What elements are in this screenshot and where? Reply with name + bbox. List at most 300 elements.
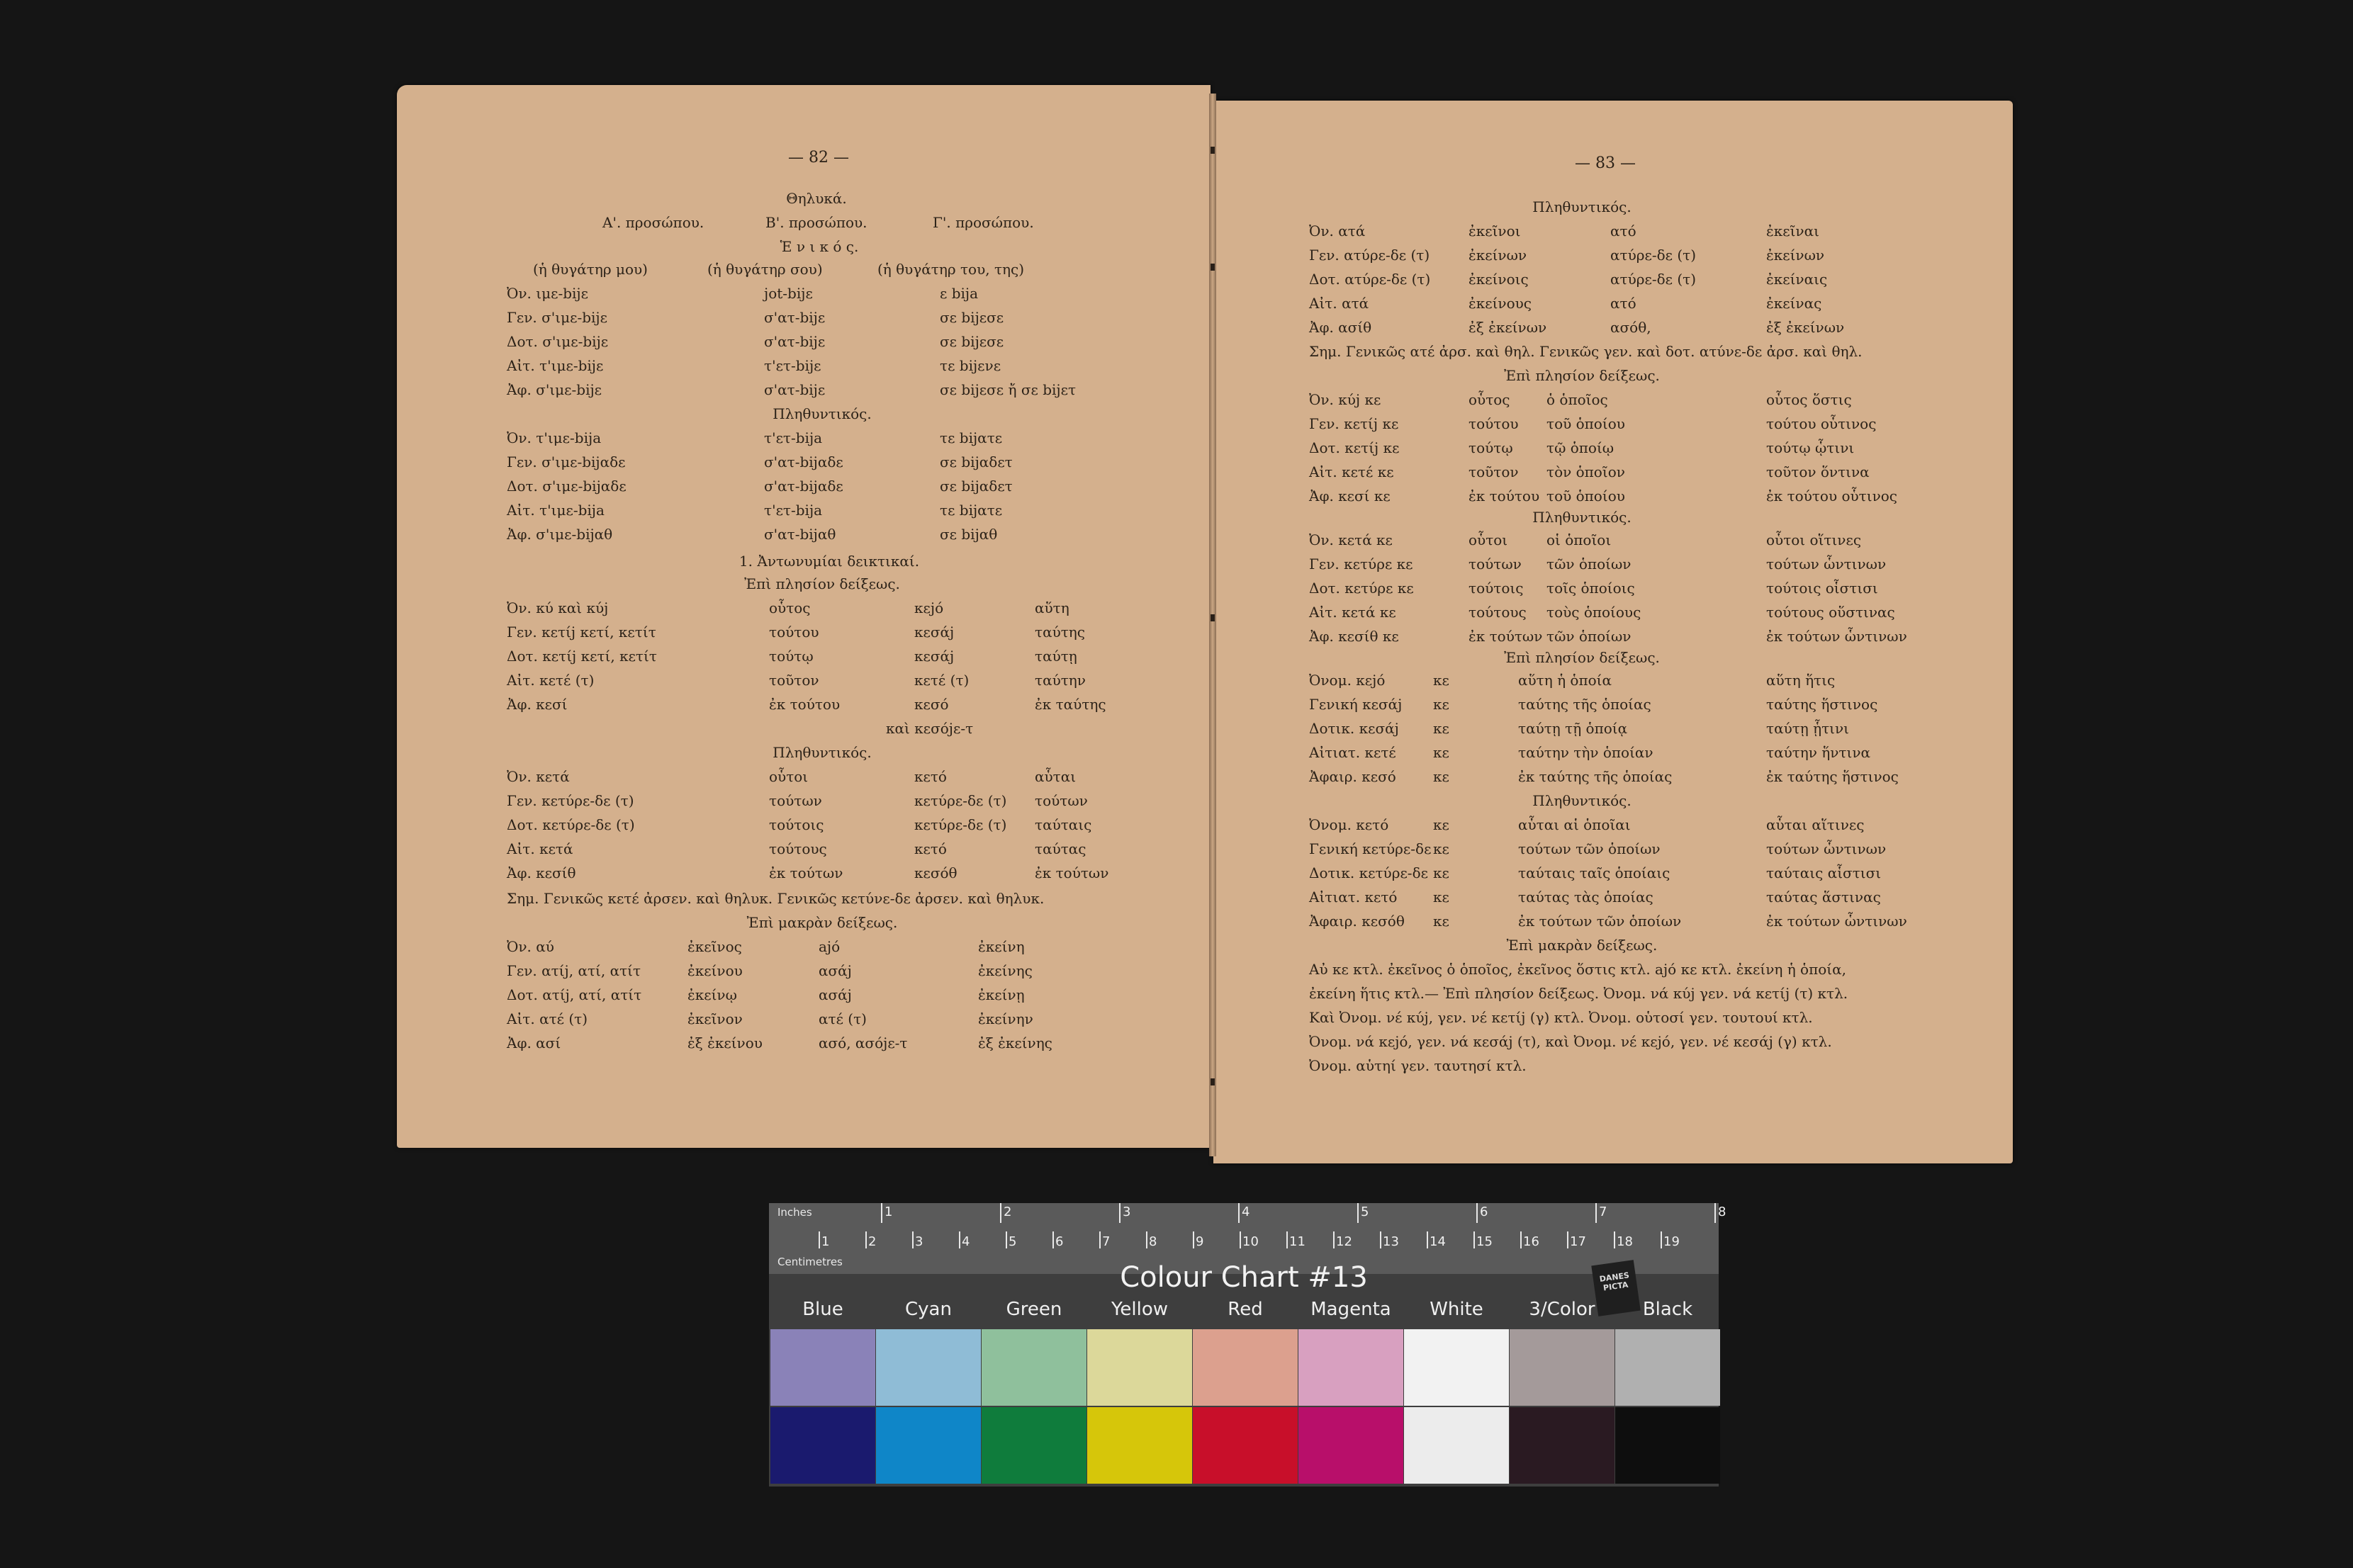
cm-number: 7 [1102, 1234, 1111, 1249]
text-line: ἐκείνη [978, 938, 1025, 955]
patch-label: 3/Color [1529, 1299, 1595, 1320]
text-line: κε [1433, 913, 1449, 930]
text-line: ασό, ασόjε-τ [819, 1034, 908, 1051]
cm-tick [819, 1231, 820, 1248]
text-line: τούτων ὧντινων [1766, 840, 1887, 857]
text-line: τούτων [1468, 555, 1522, 573]
inch-tick [1357, 1203, 1359, 1223]
cm-number: 2 [868, 1234, 877, 1249]
text-line: ταύτης ἥστινος [1766, 696, 1878, 713]
text-line: τῷ ὁποίῳ [1546, 439, 1614, 456]
text-line: Ὀν. κετά κε [1309, 531, 1393, 548]
text-line: ἐξ ἐκείνων [1468, 319, 1547, 336]
text-line: Γενική κετύρε-δε [1309, 840, 1432, 857]
text-line: ταύτην [1035, 672, 1086, 689]
text-line: ἐκεῖναι [1766, 222, 1819, 239]
colour-patch-light [1615, 1329, 1720, 1406]
text-line: ἐκείνους [1468, 295, 1532, 312]
text-line: τούτων [1035, 792, 1088, 809]
colour-patch-dark [770, 1407, 875, 1484]
text-line: σ'ατ-bijαθ [764, 526, 836, 543]
chart-title: Colour Chart #13 [1120, 1261, 1368, 1294]
text-line: Αἰτ. κετέ κε [1309, 463, 1394, 480]
text-line: σ'ατ-bijαδε [764, 478, 843, 495]
text-line: ατύρε-δε (τ) [1610, 271, 1697, 288]
cm-tick [1193, 1231, 1194, 1248]
text-line: Ἀφ. σ'ιμε-bijαθ [507, 526, 613, 543]
text-line: (ἡ θυγάτηρ του, της) [877, 261, 1024, 278]
text-line: ἐκείναις [1766, 271, 1828, 288]
inch-tick [1595, 1203, 1597, 1223]
text-line: Ὀν. ατά [1309, 222, 1366, 239]
text-line: ἐκ τούτων ὧντινων [1766, 628, 1907, 645]
text-line: ταύτης τῆς ὁποίας [1518, 696, 1651, 713]
text-line: ἐκ τούτων ὧντινων [1766, 913, 1907, 930]
patch-label: White [1430, 1299, 1483, 1320]
colour-patch-dark [1510, 1407, 1614, 1484]
text-line: Ἀφ. κεσίθ [507, 864, 576, 881]
text-line: τε bijενε [940, 357, 1001, 374]
inches-label: Inches [777, 1206, 812, 1219]
binding-stitch [1211, 264, 1215, 271]
text-line: ἐξ ἐκείνου [687, 1034, 763, 1051]
inch-number: 4 [1242, 1205, 1250, 1219]
cm-tick [1240, 1231, 1241, 1248]
cm-tick [1473, 1231, 1475, 1248]
text-line: Ἐπὶ μακρὰν δείξεως. [1506, 937, 1658, 954]
cm-number: 4 [962, 1234, 970, 1249]
cm-tick [912, 1231, 914, 1248]
text-line: Ἀφ. σ'ιμε-bijε [507, 381, 602, 398]
text-line: Πληθυντικός. [1532, 198, 1632, 215]
text-line: κεσάj [914, 624, 955, 641]
text-line: Σημ. Γενικῶς κετέ ἀρσεν. καὶ θηλυκ. Γενικῶς κετύνε-δε ἀρσεν. καὶ θηλυκ. [507, 890, 1045, 907]
text-line: Αἰτ. κετά κε [1309, 604, 1396, 621]
colour-patch-dark [1087, 1407, 1192, 1484]
text-line: ἐκείνῳ [687, 986, 737, 1003]
text-line: τε bijατε [940, 502, 1003, 519]
text-line: ασάj [819, 986, 852, 1003]
text-line: Καὶ Ὀνομ. νέ κύj, γεν. νέ κετίj (γ) κτλ. Ὀνομ. οὑτοσί γεν. τουτουί κτλ. [1309, 1009, 1813, 1026]
text-line: τούτους [769, 840, 827, 857]
text-line: οὗτοι [1468, 531, 1508, 548]
text-line: ταύτην τὴν ὁποίαν [1518, 744, 1653, 761]
text-line: τούτῳ ᾧτινι [1766, 439, 1855, 456]
text-line: Αἰτ. τ'ιμε-bija [507, 502, 605, 519]
colour-patch-dark [876, 1407, 981, 1484]
text-line: τούτων [769, 792, 822, 809]
text-line: Πληθυντικός. [1532, 509, 1632, 526]
text-line: ἐκείνων [1766, 247, 1825, 264]
text-line: ἐκ τούτου οὗτινος [1766, 487, 1897, 504]
cm-number: 15 [1476, 1234, 1493, 1249]
text-line: Ὀν. κύj κε [1309, 391, 1381, 408]
cm-number: 14 [1430, 1234, 1446, 1249]
colour-patch-light [1193, 1329, 1298, 1406]
text-line: τὸν ὁποῖον [1546, 463, 1625, 480]
text-line: Α'. προσώπου. [602, 214, 704, 231]
text-line: Δοτ. ατίj, ατί, ατίτ [507, 986, 642, 1003]
text-line: Ἀφ. κεσί [507, 696, 568, 713]
cm-tick [1567, 1231, 1568, 1248]
cm-number: 6 [1055, 1234, 1064, 1249]
cm-number: 10 [1242, 1234, 1259, 1249]
cm-tick [865, 1231, 867, 1248]
text-line: αὗται αἱ ὁποῖαι [1518, 816, 1631, 833]
text-line: Δοτ. κετύρε κε [1309, 580, 1414, 597]
colour-patch-dark [1404, 1407, 1509, 1484]
text-line: Ὀνομ. αὑτηί γεν. ταυτησί κτλ. [1309, 1057, 1527, 1074]
text-line: Γεν. σ'ιμε-bijε [507, 309, 607, 326]
text-line: 1. Ἀντωνυμίαι δεικτικαί. [739, 553, 920, 570]
book-spine [1209, 94, 1216, 1156]
text-line: οὗτοι [769, 768, 809, 785]
text-line: σε bijεσε ἤ σε bijετ [940, 381, 1077, 398]
text-line: Δοτικ. κετύρε-δε [1309, 864, 1428, 881]
text-line: οἱ ὁποῖοι [1546, 531, 1612, 548]
text-line: ἐκείνοις [1468, 271, 1529, 288]
text-line: ἐκ τούτων [1035, 864, 1109, 881]
text-line: Γεν. κετίj κε [1309, 415, 1399, 432]
text-line: Αἰτ. ατά [1309, 295, 1369, 312]
text-line: τούτου [1468, 415, 1519, 432]
text-line: Ὀν. τ'ιμε-bija [507, 429, 602, 446]
text-line: ταύταις [1035, 816, 1092, 833]
text-line: αὕτη [1035, 599, 1069, 616]
patch-label: Green [1006, 1299, 1062, 1320]
text-line: Αἰτιατ. κετό [1309, 889, 1398, 906]
text-line: ταύτῃ τῇ ὁποίᾳ [1518, 720, 1628, 737]
text-line: τοῦτον [1468, 463, 1519, 480]
text-line: τοῦ ὁποίου [1546, 415, 1625, 432]
text-line: Ἀφ. κεσίθ κε [1309, 628, 1399, 645]
text-line: αὕτη ἥτις [1766, 672, 1836, 689]
text-line: ασόθ, [1610, 319, 1651, 336]
binding-stitch [1211, 1078, 1215, 1085]
text-line: σε bijεσε [940, 309, 1004, 326]
text-line: τοῦτον ὅντινα [1766, 463, 1870, 480]
text-line: Ἀφαιρ. κεσό [1309, 768, 1396, 785]
text-line: τ'ετ-bija [764, 429, 823, 446]
text-line: κε [1433, 864, 1449, 881]
text-line: οὗτοι οἵτινες [1766, 531, 1862, 548]
text-line: ἐκ τούτων [769, 864, 843, 881]
text-line: Αἰτ. κετά [507, 840, 573, 857]
text-line: αὕτη ἡ ὁποία [1518, 672, 1612, 689]
text-line: τε bijατε [940, 429, 1003, 446]
patch-label: Magenta [1310, 1299, 1391, 1320]
text-line: ἐκείνου [687, 962, 743, 979]
text-line: τούτοις [1468, 580, 1524, 597]
colour-patch-light [1510, 1329, 1614, 1406]
text-line: Δοτ. σ'ιμε-bijε [507, 333, 609, 350]
text-line: Πληθυντικός. [773, 744, 872, 761]
cm-number: 19 [1663, 1234, 1680, 1249]
text-line: αὗται [1035, 768, 1077, 785]
cm-tick [1099, 1231, 1101, 1248]
text-line: ασάj [819, 962, 852, 979]
text-line: σ'ατ-bijε [764, 381, 826, 398]
text-line: Ὀνομ. κετό [1309, 816, 1389, 833]
text-line: Δοτ. κετύρε-δε (τ) [507, 816, 635, 833]
open-book [397, 79, 2013, 1156]
text-line: ατέ (τ) [819, 1010, 867, 1027]
text-line: ταύτας [1035, 840, 1086, 857]
text-line: ταύταις αἷστισι [1766, 864, 1882, 881]
inch-tick [1714, 1203, 1716, 1223]
text-line: Δοτ. κετίj κετί, κετίτ [507, 648, 657, 665]
text-line: ἐκεῖνος [687, 938, 742, 955]
cm-number: 3 [915, 1234, 923, 1249]
text-line: τοῦτον [769, 672, 819, 689]
text-line: κε [1433, 768, 1449, 785]
text-line: Γεν. ατύρε-δε (τ) [1309, 247, 1430, 264]
text-line: Ἐπὶ πλησίον δείξεως. [1504, 367, 1660, 384]
text-line: ἐκ ταύτης ἥστινος [1766, 768, 1899, 785]
inch-tick [1000, 1203, 1001, 1223]
cm-number: 18 [1617, 1234, 1633, 1249]
text-line: Αὐ κε κτλ. ἐκεῖνος ὁ ὁποῖος, ἐκεῖνος ὅστις κτλ. ajό κε κτλ. ἐκείνη ἡ ὁποία, [1309, 961, 1846, 978]
inch-tick [881, 1203, 882, 1223]
text-line: σε bijαδετ [940, 453, 1013, 470]
text-line: Αἰτ. κετέ (τ) [507, 672, 595, 689]
inch-tick [1476, 1203, 1478, 1223]
text-line: Ἐπὶ μακρὰν δείξεως. [746, 914, 898, 931]
text-line: ἐκείνων [1468, 247, 1527, 264]
inch-tick [1238, 1203, 1240, 1223]
colour-patch-light [1404, 1329, 1509, 1406]
text-line: σ'ατ-bijε [764, 309, 826, 326]
text-line: Δοτ. κετίj κε [1309, 439, 1400, 456]
centimetres-label: Centimetres [777, 1256, 843, 1268]
text-line: Πληθυντικός. [1532, 792, 1632, 809]
text-line: ταύταις ταῖς ὁποίαις [1518, 864, 1670, 881]
cm-tick [1146, 1231, 1147, 1248]
cm-tick [1661, 1231, 1662, 1248]
text-line: Γεν. ατίj, ατί, ατίτ [507, 962, 641, 979]
text-line: ταύτης [1035, 624, 1085, 641]
text-line: κε [1433, 889, 1449, 906]
patch-label: Black [1642, 1299, 1693, 1320]
cm-tick [1286, 1231, 1288, 1248]
cm-tick [1052, 1231, 1054, 1248]
cm-number: 12 [1336, 1234, 1352, 1249]
cm-number: 13 [1383, 1234, 1399, 1249]
text-line: τ'ετ-bija [764, 502, 823, 519]
text-line: ατύρε-δε (τ) [1610, 247, 1697, 264]
text-line: Ἀφ. κεσί κε [1309, 487, 1391, 504]
text-line: Θηλυκά. [786, 190, 847, 207]
text-line: τ'ετ-bijε [764, 357, 821, 374]
text-line: Αἰτ. τ'ιμε-bijε [507, 357, 604, 374]
text-line: τούτοις οἷστισι [1766, 580, 1878, 597]
text-line: Δοτ. ατύρε-δε (τ) [1309, 271, 1431, 288]
binding-stitch [1211, 614, 1215, 621]
cm-tick [959, 1231, 960, 1248]
text-line: Γεν. σ'ιμε-bijαδε [507, 453, 626, 470]
text-line: (ἡ θυγάτηρ σου) [707, 261, 823, 278]
text-line: ἐκεῖνοι [1468, 222, 1521, 239]
cm-tick [1380, 1231, 1381, 1248]
text-line: κε [1433, 816, 1449, 833]
text-line: ἐκείνης [978, 962, 1033, 979]
text-line: κεjό [914, 599, 944, 616]
text-line: τούτῳ [1468, 439, 1513, 456]
colour-patch-light [982, 1329, 1086, 1406]
inch-number: 5 [1361, 1205, 1369, 1219]
patch-label: Blue [802, 1299, 843, 1320]
colour-patch-light [1298, 1329, 1403, 1406]
text-line: Πληθυντικός. [773, 405, 872, 422]
text-line: κεσόθ [914, 864, 958, 881]
text-line: Σημ. Γενικῶς ατέ ἀρσ. καὶ θηλ. Γενικῶς γεν. καὶ δοτ. ατύνε-δε ἀρσ. καὶ θηλ. [1309, 343, 1863, 360]
text-line: κε [1433, 696, 1449, 713]
text-line: ἐκείνην [978, 1010, 1033, 1027]
text-line: Ἀφαιρ. κεσόθ [1309, 913, 1405, 930]
patch-label: Red [1228, 1299, 1263, 1320]
text-line: ἐκ τούτων [1468, 628, 1543, 645]
text-line: ἐξ ἐκείνης [978, 1034, 1052, 1051]
text-line: Ἐπὶ πλησίον δείξεως. [1504, 649, 1660, 666]
text-line: κε [1433, 720, 1449, 737]
cm-tick [1006, 1231, 1007, 1248]
inch-number: 6 [1480, 1205, 1488, 1219]
text-line: τούτου οὗτινος [1766, 415, 1877, 432]
inch-number: 2 [1004, 1205, 1012, 1219]
text-line: σε bijεσε [940, 333, 1004, 350]
text-line: Δοτικ. κεσάj [1309, 720, 1399, 737]
text-line: κε [1433, 840, 1449, 857]
text-line: ajό [819, 938, 841, 955]
text-line: Γενική κεσάj [1309, 696, 1403, 713]
text-line: τῶν ὁποίων [1546, 555, 1632, 573]
text-line: ἐκ τούτου [769, 696, 841, 713]
text-line: τοῖς ὁποίοις [1546, 580, 1635, 597]
text-line: ατό [1610, 222, 1636, 239]
text-line: κετέ (τ) [914, 672, 970, 689]
text-line: Γεν. κετύρε κε [1309, 555, 1413, 573]
text-line: αὗται αἵτινες [1766, 816, 1865, 833]
text-line: κεσάj [914, 648, 955, 665]
text-line: ταύτας τὰς ὁποίας [1518, 889, 1653, 906]
text-line: Ἀφ. ασίθ [1309, 319, 1372, 336]
text-line: τούτου [769, 624, 819, 641]
colour-patch-dark [1615, 1407, 1720, 1484]
text-line: Ὀν. κύ καὶ κύj [507, 599, 609, 616]
danes-picta-logo: DANES PICTA [1591, 1260, 1640, 1316]
text-line: Γεν. κετύρε-δε (τ) [507, 792, 634, 809]
colour-patch-dark [982, 1407, 1086, 1484]
text-line: ἐκ τούτου [1468, 487, 1540, 504]
text-line: κε [1433, 672, 1449, 689]
colour-patch-light [770, 1329, 875, 1406]
text-line: τούτων τῶν ὁποίων [1518, 840, 1661, 857]
text-line: σε bijαθ [940, 526, 998, 543]
text-line: ταύτας ἅστινας [1766, 889, 1881, 906]
cm-number: 8 [1149, 1234, 1157, 1249]
text-line: τούτους [1468, 604, 1527, 621]
text-line: jot-bijε [764, 285, 813, 302]
text-line: Ὀνομ. νά κεjό, γεν. νά κεσάj (τ), καὶ Ὀνομ. νέ κεjό, γεν. νέ κεσάj (γ) κτλ. [1309, 1033, 1832, 1050]
text-line: Ἑ ν ι κ ό ς. [780, 238, 859, 255]
inch-tick [1119, 1203, 1121, 1223]
text-line: οὗτος [1468, 391, 1510, 408]
patch-label: Yellow [1111, 1299, 1169, 1320]
cm-number: 16 [1523, 1234, 1539, 1249]
text-line: ὁ ὁποῖος [1546, 391, 1608, 408]
text-line: ἐξ ἐκείνων [1766, 319, 1845, 336]
text-line: ταύτῃ ᾗτινι [1766, 720, 1850, 737]
cm-number: 11 [1289, 1234, 1305, 1249]
colour-patch-dark [1193, 1407, 1298, 1484]
text-line: οὗτος [769, 599, 811, 616]
text-line: κε [1433, 744, 1449, 761]
binding-stitch [1211, 147, 1215, 154]
text-line: καὶ κεσόjε-τ [886, 720, 974, 737]
cm-tick [1427, 1231, 1428, 1248]
text-line: κεσό [914, 696, 949, 713]
colour-patch-light [876, 1329, 981, 1406]
cm-number: 9 [1196, 1234, 1204, 1249]
inch-number: 3 [1123, 1205, 1131, 1219]
text-line: τούτων ὧντινων [1766, 555, 1887, 573]
text-line: τοὺς ὁποίους [1546, 604, 1641, 621]
text-line: Ἀφ. ασί [507, 1034, 561, 1051]
colour-patch-dark [1298, 1407, 1403, 1484]
page-82 [397, 85, 1211, 1148]
text-line: κετύρε-δε (τ) [914, 816, 1007, 833]
inch-number: 1 [885, 1205, 893, 1219]
text-line: ε bija [940, 285, 979, 302]
text-line: σ'ατ-bijε [764, 333, 826, 350]
text-line: Ὀν. ιμε-bijε [507, 285, 588, 302]
text-line: Δοτ. σ'ιμε-bijαδε [507, 478, 627, 495]
text-line: κετό [914, 840, 947, 857]
text-line: Β'. προσώπου. [765, 214, 867, 231]
text-line: σ'ατ-bijαδε [764, 453, 843, 470]
cm-number: 1 [821, 1234, 830, 1249]
text-line: κετό [914, 768, 947, 785]
cm-number: 5 [1009, 1234, 1017, 1249]
page-number: — 82 — [788, 149, 849, 167]
text-line: Γ'. προσώπου. [933, 214, 1034, 231]
text-line: Ἐπὶ πλησίον δείξεως. [744, 575, 900, 592]
text-line: Αἰτ. ατέ (τ) [507, 1010, 588, 1027]
text-line: Ὀν. κετά [507, 768, 570, 785]
text-line: τούτοις [769, 816, 824, 833]
page-number: — 83 — [1575, 154, 1636, 172]
text-line: τούτους οὕστινας [1766, 604, 1895, 621]
colour-patch-light [1087, 1329, 1192, 1406]
cm-tick [1520, 1231, 1522, 1248]
text-line: ταύτῃ [1035, 648, 1077, 665]
text-line: ἐκείνας [1766, 295, 1822, 312]
text-line: ἐκείνη ἥτις κτλ.— Ἐπὶ πλησίον δείξεως. Ὀνομ. νά κύj γεν. νά κετίj (τ) κτλ. [1309, 985, 1848, 1002]
text-line: Ὀνομ. κεjό [1309, 672, 1386, 689]
inch-number: 8 [1718, 1205, 1726, 1219]
text-line: (ἡ θυγάτηρ μου) [533, 261, 648, 278]
text-line: Αἰτιατ. κετέ [1309, 744, 1396, 761]
cm-tick [1333, 1231, 1335, 1248]
text-line: κετύρε-δε (τ) [914, 792, 1007, 809]
colour-chart [769, 1203, 1726, 1487]
text-line: ἐκ ταύτης τῆς ὁποίας [1518, 768, 1673, 785]
cm-tick [1614, 1231, 1615, 1248]
text-line: Ὀν. αύ [507, 938, 554, 955]
text-line: Γεν. κετίj κετί, κετίτ [507, 624, 656, 641]
text-line: ατό [1610, 295, 1636, 312]
text-line: οὗτος ὅστις [1766, 391, 1852, 408]
